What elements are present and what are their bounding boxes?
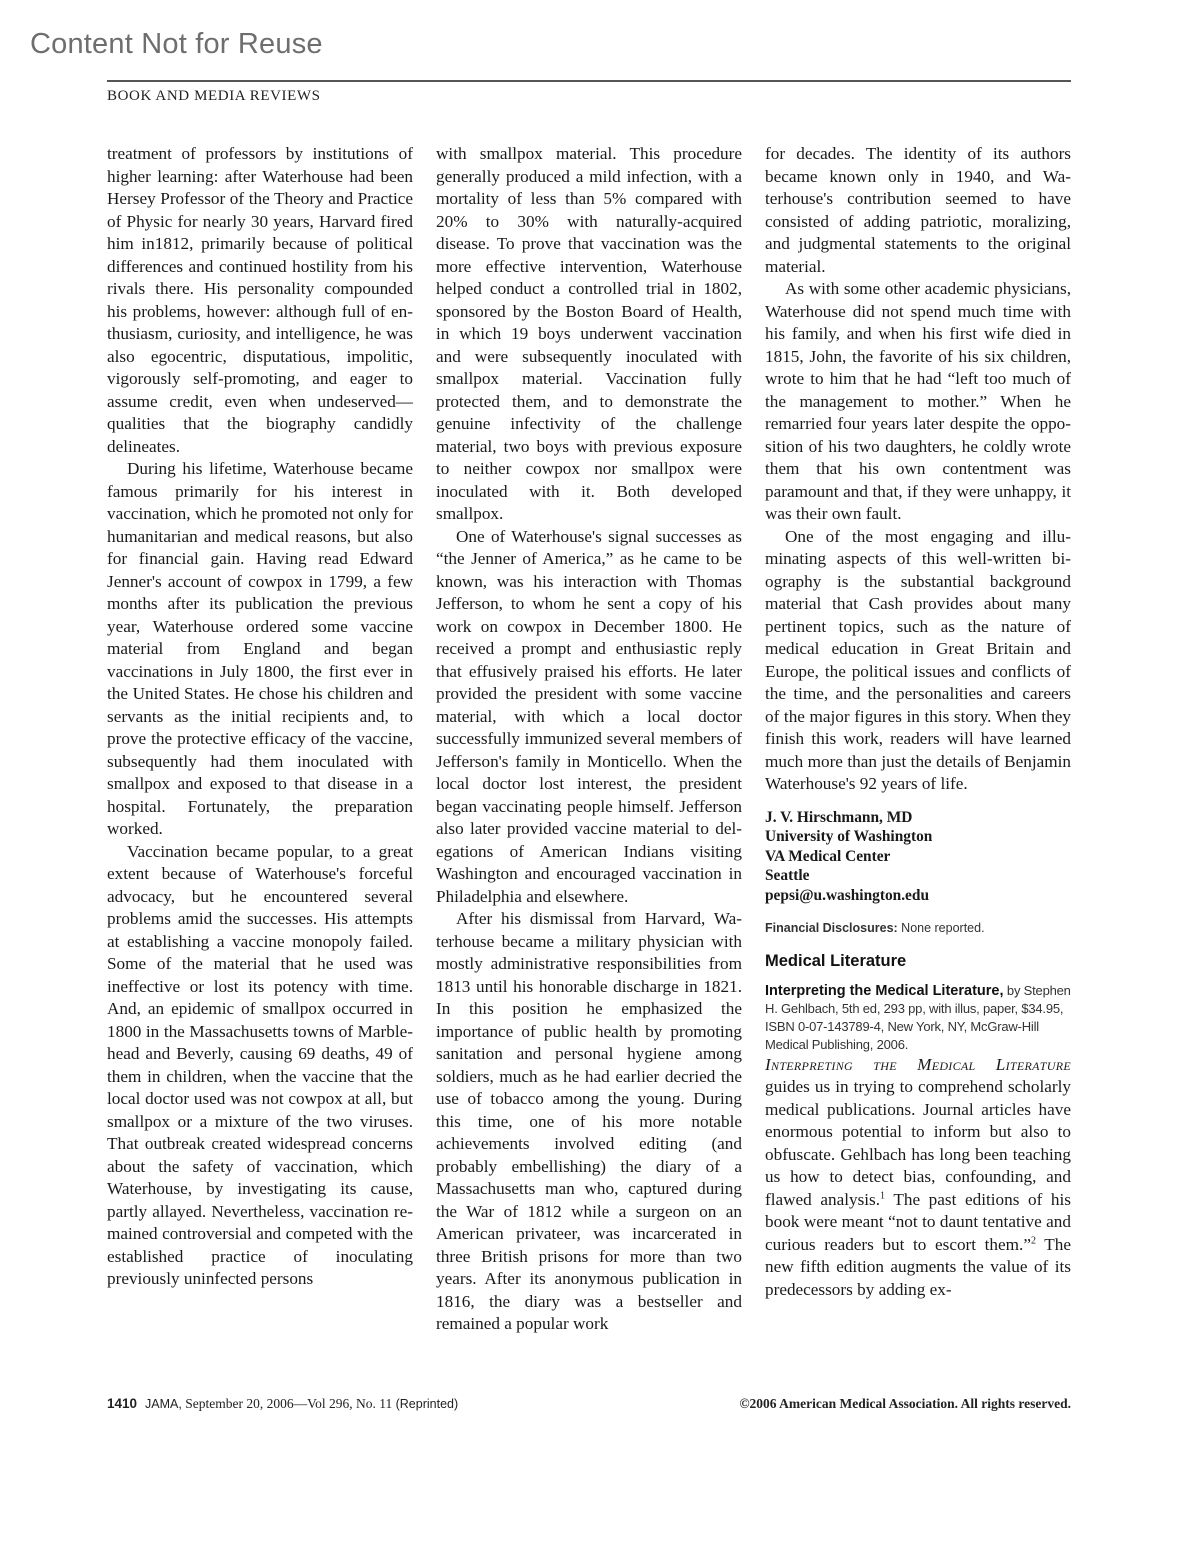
- book-details: by Stephen H. Gehlbach, 5th ed, 293 pp, with illus, paper, $34.95, ISBN 0-07-143789-4, New York, NY, McGraw-Hill Medical Publishing, 2006.: [765, 982, 1071, 1052]
- reprint-note: (Reprinted): [395, 1397, 459, 1411]
- paragraph: During his lifetime, Waterhouse became famous primarily for his interest in vaccination, which he promoted not only for humanitarian and medical reasons, but also for financial gain. Having read Edward Jenner's account of cowpox in 1799, a few months after its publication the previous year, Waterhouse ordered some vaccine material from England and began vaccinations in July 1800, the first ever in the United States. He chose his children and servants as the initial recipients and, to prove the protective efficacy of the vaccine, subsequently had them inoculated with smallpox and exposed to that disease in a hospital. Fortunately, the preparation worked.: [107, 459, 413, 838]
- issue-info: September 20, 2006—Vol 296, No. 11: [181, 1396, 396, 1411]
- paragraph: for decades. The identity of its authors became known only in 1940, and Waterhouse's contribution seemed to have consisted of adding patriotic, moralizing, and judgmental statements to the original material.: [765, 144, 1071, 276]
- journal-name: JAMA,: [145, 1397, 182, 1411]
- financial-disclosure: [765, 920, 1071, 937]
- reviewer-city: Seattle: [765, 867, 810, 884]
- disclosure-text: None reported.: [897, 921, 985, 935]
- paragraph: Vaccination became popular, to a great extent because of Waterhouse's forceful advocacy, but he encountered several problems amid the successes. His attempts at establishing a vaccine monopoly failed. Some of the material that he used was ineffective or lost its potency with time. And, an epidemic of smallpox occurred in 1800 in the Massachusetts towns of Marblehead and Beverly, causing 69 deaths, 49 of them in children, when the vaccine that the local doctor used was not cowpox at all, but smallpox or a mixture of the two viruses. That outbreak created widespread concerns about the safety of vaccination, which Waterhouse, by investigating its cause, partly allayed. Nevertheless, vaccination remained controversial and competed with the established practice of inoculating previously uninfected persons: [107, 841, 413, 1288]
- reviewer-affiliation: VA Medical Center: [765, 847, 891, 865]
- review-lead-title: Interpreting the Medical Literature: [765, 1054, 1071, 1074]
- paragraph: [765, 1054, 1071, 1302]
- reviewer-email[interactable]: pepsi@u.washington.edu: [765, 886, 930, 904]
- reviewer-affiliation: University of Washington: [765, 828, 933, 845]
- section-label: BOOK AND MEDIA REVIEWS: [107, 88, 321, 104]
- text-column-3: [765, 143, 1071, 1301]
- section-subhead: Medical Literature: [765, 952, 907, 970]
- paragraph: One of the most engaging and illuminating aspects of this well-written biography is the substantial background material that Cash provides about many pertinent topics, such as the nature of medical education in Great Britain and Europe, the political issues and conflicts of the time, and the personalities and careers of the major figures in this story. When they finish this work, readers will have learned much more than just the details of Benjamin Waterhouse's 92 years of life.: [765, 526, 1071, 793]
- reviewer-signature: [765, 808, 1071, 906]
- header-rule: [107, 80, 1071, 82]
- footer-citation: [107, 1396, 458, 1412]
- paragraph: with smallpox material. This procedure generally produced a mild infection, with a mortality of less than 5% compared with 20% to 30% with naturally-acquired disease. To prove that vaccination was the more effective intervention, Waterhouse helped conduct a controlled trial in 1802, sponsored by the Boston Board of Health, in which 19 boys underwent vaccination and were subsequently inoculated with smallpox material. Vaccination fully protected them, and to demonstrate the genuine infectivity of the challenge material, two boys with previous exposure to neither cowpox nor smallpox were inoculated with it. Both developed smallpox.: [436, 144, 742, 523]
- review-text: The past editions of his book were meant “not to daunt tentative and curious readers but to escort them.”: [765, 1189, 1071, 1254]
- book-title: Interpreting the Medical Literature,: [765, 982, 1004, 999]
- text-column-1: [107, 143, 413, 1291]
- paragraph: One of Waterhouse's signal successes as “the Jenner of America,” as he came to be known, was his interaction with Thomas Jefferson, to whom he sent a copy of his work on cowpox in December 1800. He received a prompt and enthusiastic reply that effusively praised his efforts. He later provided the president with some vaccine material, with which a local doctor successfully immunized several members of Jefferson's family in Monticello. When the local doctor lost interest, the president began vaccinating people himself. Jefferson also later provided vaccine material to delegations of American Indians visiting Washington and encouraged vaccination in Philadelphia and elsewhere.: [436, 526, 742, 906]
- watermark-text: Content Not for Reuse: [30, 28, 323, 60]
- copyright-notice: ©2006 American Medical Association. All rights reserved.: [739, 1396, 1071, 1411]
- disclosure-label: Financial Disclosures:: [765, 921, 898, 935]
- paragraph: After his dismissal from Harvard, Waterhouse became a military physician with mostly administrative responsibilities from 1813 until his honorable discharge in 1821. In this position he emphasized the importance of public health by promoting sanitation and personal hygiene among soldiers, much as he had earlier decried the use of tobacco among the young. During this time, one of his more notable achievements involved editing (and probably embellishing) the diary of a Massachusetts man who, captured during the War of 1812 while a surgeon on an American privateer, was incarcerated in three British prisons for more than two years. After its anonymous publication in 1816, the diary was a bestseller and remained a popular work: [436, 909, 742, 1333]
- reference-marker[interactable]: 1: [880, 1189, 886, 1201]
- review-text: The new fifth edition augments the value of its predecessors by adding ex-: [765, 1234, 1071, 1299]
- page-number: 1410: [107, 1396, 138, 1411]
- reference-marker[interactable]: 2: [1030, 1234, 1036, 1246]
- review-text: guides us in trying to comprehend scholarly medical publications. Journal articles have enormous potential to inform but also to obfuscate. Gehlbach has long been teaching us how to detect bias, confounding, and flawed analysis.: [765, 1077, 1071, 1209]
- book-citation: [765, 982, 1071, 1054]
- paragraph: treatment of professors by institutions of higher learning: after Waterhouse had been Hersey Professor of the Theory and Practice of Physic for nearly 30 years, Harvard fired him in1812, primarily because of political differences and continued hostility from his rivals there. His personality compounded his problems, however: although full of enthusiasm, curiosity, and intelligence, he was also egocentric, disputatious, impolitic, vigorously self-promoting, and eager to assume credit, even when undeserved—qualities that the biography candidly delineates.: [107, 144, 413, 456]
- reviewer-name: J. V. Hirschmann, MD: [765, 808, 913, 826]
- text-column-2: [436, 143, 742, 1336]
- paragraph: As with some other academic physicians, Waterhouse did not spend much time with his family, and when his first wife died in 1815, John, the favorite of his six children, wrote to him that he had “left too much of the management to mother.” When he remarried four years later despite the opposition of his two daughters, he coldly wrote them that his own contentment was paramount and that, if they were unhappy, it was their own fault.: [765, 279, 1071, 523]
